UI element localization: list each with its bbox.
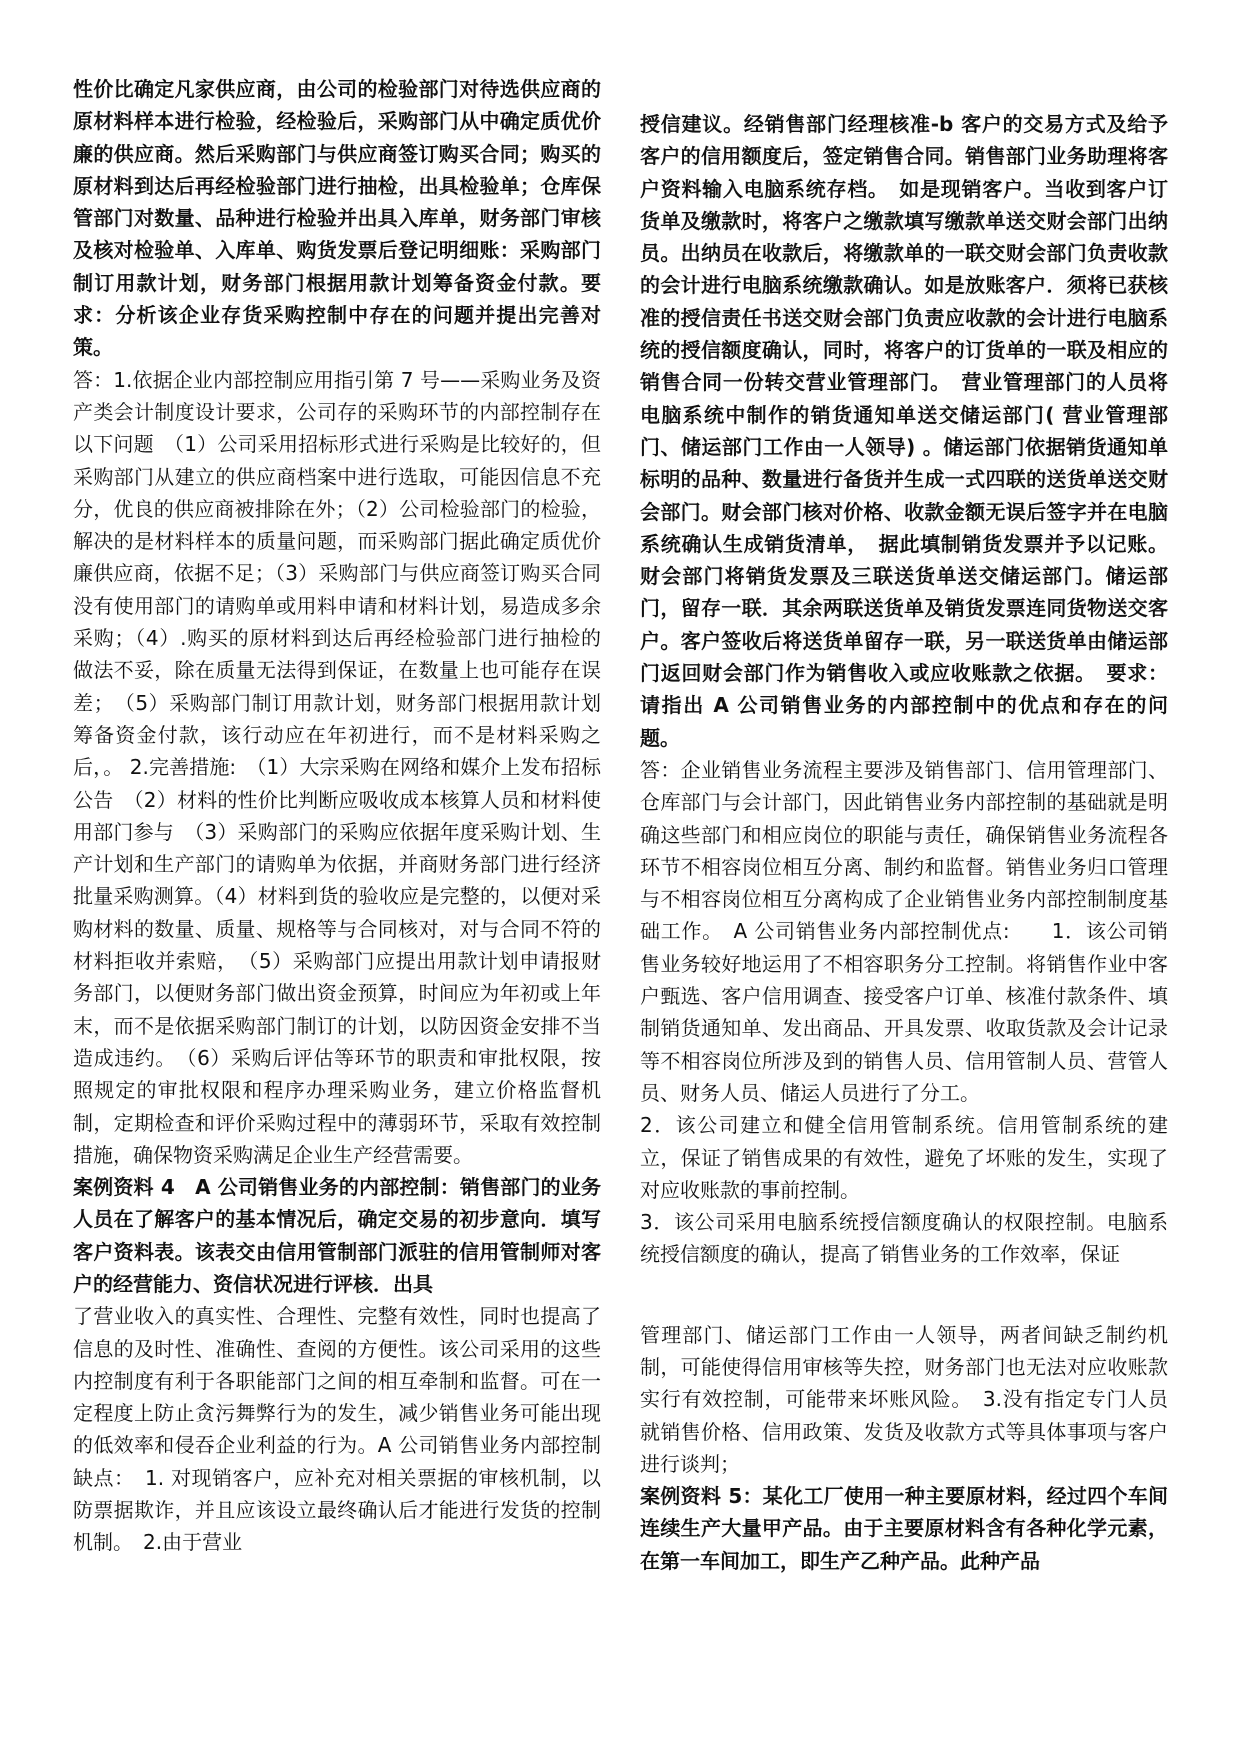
left-column (73, 73, 601, 1559)
left-paragraph-4: 了营业收入的真实性、合理性、完整有效性，同时也提高了信息的及时性、准确性、查阅的方便性。该公司采用的这些内控制度有利于各职能部门之间的相互牵制和监督。可在一定程度上防止贪污舞弊行为的发生，减少销售业务可能出现的低效率和侵吞企业利益的行为。A 公司销售业务内部控制缺点： 1. 对现销客户，应补充对相关票据的审核机制，以防票据欺诈，并且应该设立最终确认后才能进行发货的控制机制。 2.由于营业 (73, 1304, 601, 1555)
column-break-gap (640, 1271, 1168, 1319)
left-paragraph-3: 案例资料 4 A 公司销售业务的内部控制：销售部门的业务人员在了解客户的基本情况后，确定交易的初步意向．填写客户资料表。该表交由信用管制部门派驻的信用管制师对客户的经营能力、资信状况进行评核．出具 (73, 1175, 601, 1296)
right-paragraph-5: 管理部门、储运部门工作由一人领导，两者间缺乏制约机制，可能使得信用审核等失控，财务部门也无法对应收账款实行有效控制，可能带来坏账风险。 3.没有指定专门人员就销售价格、信用政策、发货及收款方式等具体事项与客户进行谈判； (640, 1322, 1168, 1476)
left-paragraph-1: 性价比确定凡家供应商，由公司的检验部门对待选供应商的原材料样本进行检验，经检验后，采购部门从中确定质优价廉的供应商。然后采购部门与供应商签订购买合同；购买的原材料到达后再经检验部门进行抽检，出具检验单；仓库保管部门对数量、品种进行检验并出具入库单，财务部门审核及核对检验单、入库单、购货发票后登记明细账：采购部门制订用款计划，财务部门根据用款计划筹备资金付款。要求：分析该企业存货采购控制中存在的问题并提出完善对策。 (73, 77, 601, 360)
right-paragraph-3: 2．该公司建立和健全信用管制系统。信用管制系统的建立，保证了销售成果的有效性，避免了坏账的发生，实现了对应收账款的事前控制。 (640, 1113, 1168, 1202)
right-paragraph-6: 案例资料 5：某化工厂使用一种主要原材料，经过四个车间连续生产大量甲产品。由于主要原材料含有各种化学元素，在第一车间加工，即生产乙种产品。此种产品 (640, 1484, 1168, 1573)
left-paragraph-2: 答：1.依据企业内部控制应用指引第 7 号——采购业务及资产类会计制度设计要求，公司存的采购环节的内部控制存在以下问题 （1）公司采用招标形式进行采购是比较好的，但采购部门从建立的供应商档案中进行选取，可能因信息不充分，优良的供应商被排除在外；（2）公司检验部门的检验，解决的是材料样本的质量问题，而采购部门据此确定质优价廉供应商，依据不足；（3）采购部门与供应商签订购买合同没有使用部门的请购单或用料申请和材料计划，易造成多余采购；（4）.购买的原材料到达后再经检验部门进行抽检的做法不妥，除在质量无法得到保证，在数量上也可能存在误差； （5）采购部门制订用款计划，财务部门根据用款计划筹备资金付款，该行动应在年初进行，而不是材料采购之后，。 2.完善措施: （1）大宗采购在网络和媒介上发布招标公告 （2）材料的性价比判断应吸收成本核算人员和材料使用部门参与 （3）采购部门的采购应依据年度采购计划、生产计划和生产部门的请购单为依据，并商财务部门进行经济批量采购测算。（4）材料到货的验收应是完整的，以便对采购材料的数量、质量、规格等与合同核对，对与合同不符的材料拒收并索赔， （5）采购部门应提出用款计划申请报财务部门，以便财务部门做出资金预算，时间应为年初或上年末，而不是依据采购部门制订的计划，以防因资金安排不当造成违约。 （6）采购后评估等环节的职责和审批权限，按照规定的审批权限和程序办理采购业务，建立价格监督机制，定期检查和评价采购过程中的薄弱环节，采取有效控制措施，确保物资采购满足企业生产经营需要。 (73, 367, 601, 1167)
right-column (640, 108, 1168, 1577)
right-paragraph-2: 答：企业销售业务流程主要涉及销售部门、信用管理部门、仓库部门与会计部门，因此销售业务内部控制的基础就是明确这些部门和相应岗位的职能与责任，确保销售业务流程各环节不相容岗位相互分离、制约和监督。销售业务归口管理与不相容岗位相互分离构成了企业销售业务内部控制制度基础工作。 A 公司销售业务内部控制优点: 1．该公司销售业务较好地运用了不相容职务分工控制。将销售作业中客户甄选、客户信用调查、接受客户订单、核准付款条件、填制销货通知单、发出商品、开具发票、收取货款及会计记录等不相容岗位所涉及到的销售人员、信用管制人员、营管人员、财务人员、储运人员进行了分工。 (640, 757, 1168, 1105)
right-paragraph-4: 3．该公司采用电脑系统授信额度确认的权限控制。电脑系统授信额度的确认，提高了销售业务的工作效率，保证 (640, 1210, 1168, 1267)
right-paragraph-1: 授信建议。经销售部门经理核准-b 客户的交易方式及给予客户的信用额度后，签定销售合同。销售部门业务助理将客户资料输入电脑系统存档。 如是现销客户。当收到客户订货单及缴款时，将客户之缴款填写缴款单送交财会部门出纳员。出纳员在收款后，将缴款单的一联交财会部门负责收款的会计进行电脑系统缴款确认。如是放账客户．须将已获核准的授信责任书送交财会部门负责应收款的会计进行电脑系统的授信额度确认，同时，将客户的订货单的一联及相应的销售合同一份转交营业管理部门。 营业管理部门的人员将电脑系统中制作的销货通知单送交储运部门( 营业管理部门、储运部门工作由一人领导) 。储运部门依据销货通知单标明的品种、数量进行备货并生成一式四联的送货单送交财会部门。财会部门核对价格、收款金额无误后签字并在电脑系统确认生成销货清单， 据此填制销货发票并予以记账。财会部门将销货发票及三联送货单送交储运部门。储运部门，留存一联．其余两联送货单及销货发票连同货物送交客户。客户签收后将送货单留存一联，另一联送货单由储运部门返回财会部门作为销售收入或应收账款之依据。 要求：请指出 A 公司销售业务的内部控制中的优点和存在的问题。 (640, 112, 1168, 750)
